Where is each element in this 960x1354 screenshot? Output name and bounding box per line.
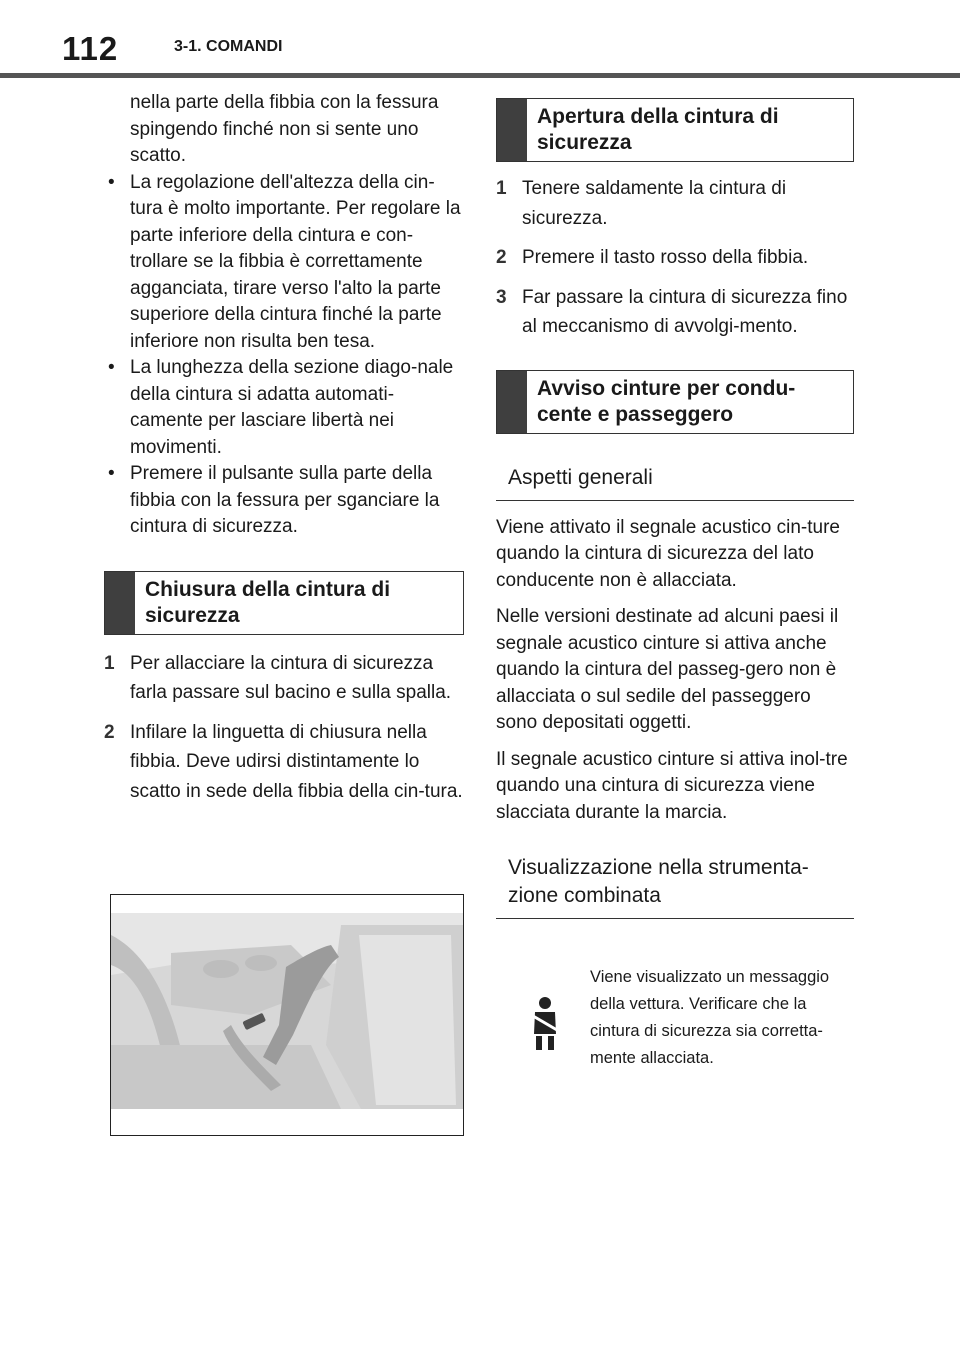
car-interior-illustration bbox=[111, 895, 463, 1135]
step-number: 1 bbox=[496, 178, 507, 199]
step-item bbox=[104, 649, 464, 708]
step-number: 2 bbox=[104, 721, 115, 743]
page-number: 112 bbox=[62, 30, 119, 67]
heading-bar bbox=[497, 99, 527, 161]
heading-fastening bbox=[104, 571, 464, 635]
seatbelt-illustration bbox=[110, 894, 464, 1136]
bullet-list bbox=[104, 170, 464, 541]
step-text: Far passare la cintura di sicurezza fino al meccanismo di avvolgi-mento. bbox=[522, 286, 848, 337]
step-text: Premere il tasto rosso della fibbia. bbox=[522, 247, 809, 268]
heading-text: Apertura della cintura di sicurezza bbox=[537, 105, 779, 154]
heading-bar bbox=[105, 572, 135, 634]
paragraph: Viene attivato il segnale acustico cin-ture quando la cintura di sicurezza del lato conducente non è allacciata. bbox=[496, 516, 840, 591]
subheading-general: Aspetti generali bbox=[496, 456, 854, 501]
intro-text: nella parte della fibbia con la fessura spingendo finché non si sente uno scatto. bbox=[130, 92, 439, 166]
unfastening-steps bbox=[496, 174, 854, 342]
step-item bbox=[496, 174, 854, 233]
section-title: 3-1. COMANDI bbox=[174, 38, 283, 55]
heading-text: Avviso cinture per condu-cente e passeggero bbox=[537, 376, 796, 426]
heading-text: Chiusura della cintura di sicurezza bbox=[145, 577, 391, 627]
note-text: Viene visualizzato un messaggio della vettura. Verificare che la cintura di sicurezza sia corretta-mente allacciata. bbox=[590, 968, 830, 1067]
paragraph: Nelle versioni destinate ad alcuni paesi il segnale acustico cinture si attiva anche quando la cintura del passeg-gero non è allacciata o sul sedile del passeggero sono depositati oggetti. bbox=[496, 606, 839, 733]
step-text: Per allacciare la cintura di sicurezza farla passare sul bacino e sulla spalla. bbox=[130, 652, 452, 703]
fastening-steps bbox=[104, 649, 464, 807]
list-item: • La regolazione dell'altezza della cin-tura è molto importante. Per regolare la parte inferiore della cintura e con-trollare se la fibbia è correttamente agganciata, tirare verso l'alto la parte superiore della cintura finché la parte inferiore non risulta ben tesa. bbox=[104, 170, 464, 356]
heading-bar bbox=[497, 371, 527, 433]
step-number: 1 bbox=[104, 652, 115, 674]
right-column bbox=[496, 98, 854, 919]
list-item: • La lunghezza della sezione diago-nale della cintura si adatta automati-camente per lasciare libertà nei movimenti. bbox=[104, 355, 464, 461]
paragraphs bbox=[496, 515, 854, 827]
header-divider bbox=[0, 73, 960, 78]
step-item bbox=[496, 243, 854, 273]
seatbelt-warning-icon bbox=[520, 996, 570, 1052]
paragraph: Il segnale acustico cinture si attiva inol-tre quando una cintura di sicurezza viene slacciata durante la marcia. bbox=[496, 748, 848, 823]
left-column bbox=[104, 90, 464, 816]
step-text: Infilare la linguetta di chiusura nella fibbia. Deve udirsi distintamente lo scatto in sede della fibbia della cin-tura. bbox=[130, 721, 463, 802]
step-number: 2 bbox=[496, 247, 507, 268]
heading-belt-warning bbox=[496, 370, 854, 434]
page-header bbox=[0, 0, 960, 80]
step-text: Tenere saldamente la cintura di sicurezza. bbox=[522, 178, 787, 229]
step-item bbox=[104, 718, 464, 807]
subheading-display: Visualizzazione nella strumenta-zione combinata bbox=[496, 846, 854, 919]
heading-unfastening bbox=[496, 98, 854, 162]
step-number: 3 bbox=[496, 286, 507, 308]
list-item: • Premere il pulsante sulla parte della fibbia con la fessura per sganciare la cintura di sicurezza. bbox=[104, 461, 464, 541]
step-item bbox=[496, 283, 854, 342]
